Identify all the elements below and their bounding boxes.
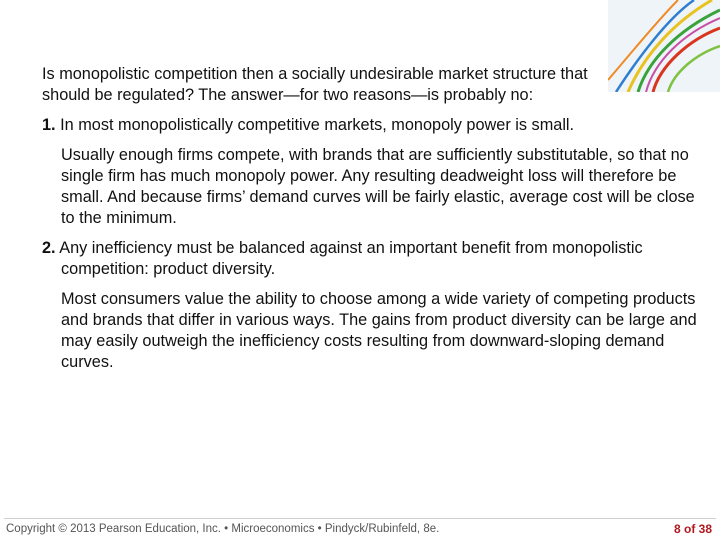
point-1-text: In most monopolistically competitive markets, monopoly power is small. — [60, 116, 575, 134]
slide-footer — [0, 518, 720, 540]
point-2-text: Any inefficiency must be balanced against an important benefit from monopolistic competition: product diversity. — [59, 239, 643, 278]
footer-divider — [4, 518, 716, 519]
point-1-number: 1. — [42, 116, 56, 134]
intro-question: Is monopolistic competition then a socially undesirable market structure that should be regulated? The answer—for two reasons—is probably no: — [42, 65, 588, 104]
copyright-text: Copyright © 2013 Pearson Education, Inc. • Microeconomics • Pindyck/Rubinfeld, 8e. — [6, 523, 440, 535]
page-number: 8 of 38 — [673, 522, 712, 536]
slide-body — [42, 64, 702, 373]
point-2-detail: Most consumers value the ability to choose among a wide variety of competing products and brands that differ in various ways. The gains from product diversity can be large and may easily outweigh the inefficiency costs resulting from downward-sloping demand curves. — [61, 290, 697, 371]
point-2-number: 2. — [42, 239, 56, 257]
point-2 — [42, 238, 702, 280]
point-1 — [42, 115, 702, 136]
point-1-detail: Usually enough firms compete, with brands that are sufficiently substitutable, so that no single firm has much monopoly power. Any resulting deadweight loss will therefore be small. And because firms’ demand curves will be fairly elastic, average cost will be close to the minimum. — [61, 146, 695, 227]
